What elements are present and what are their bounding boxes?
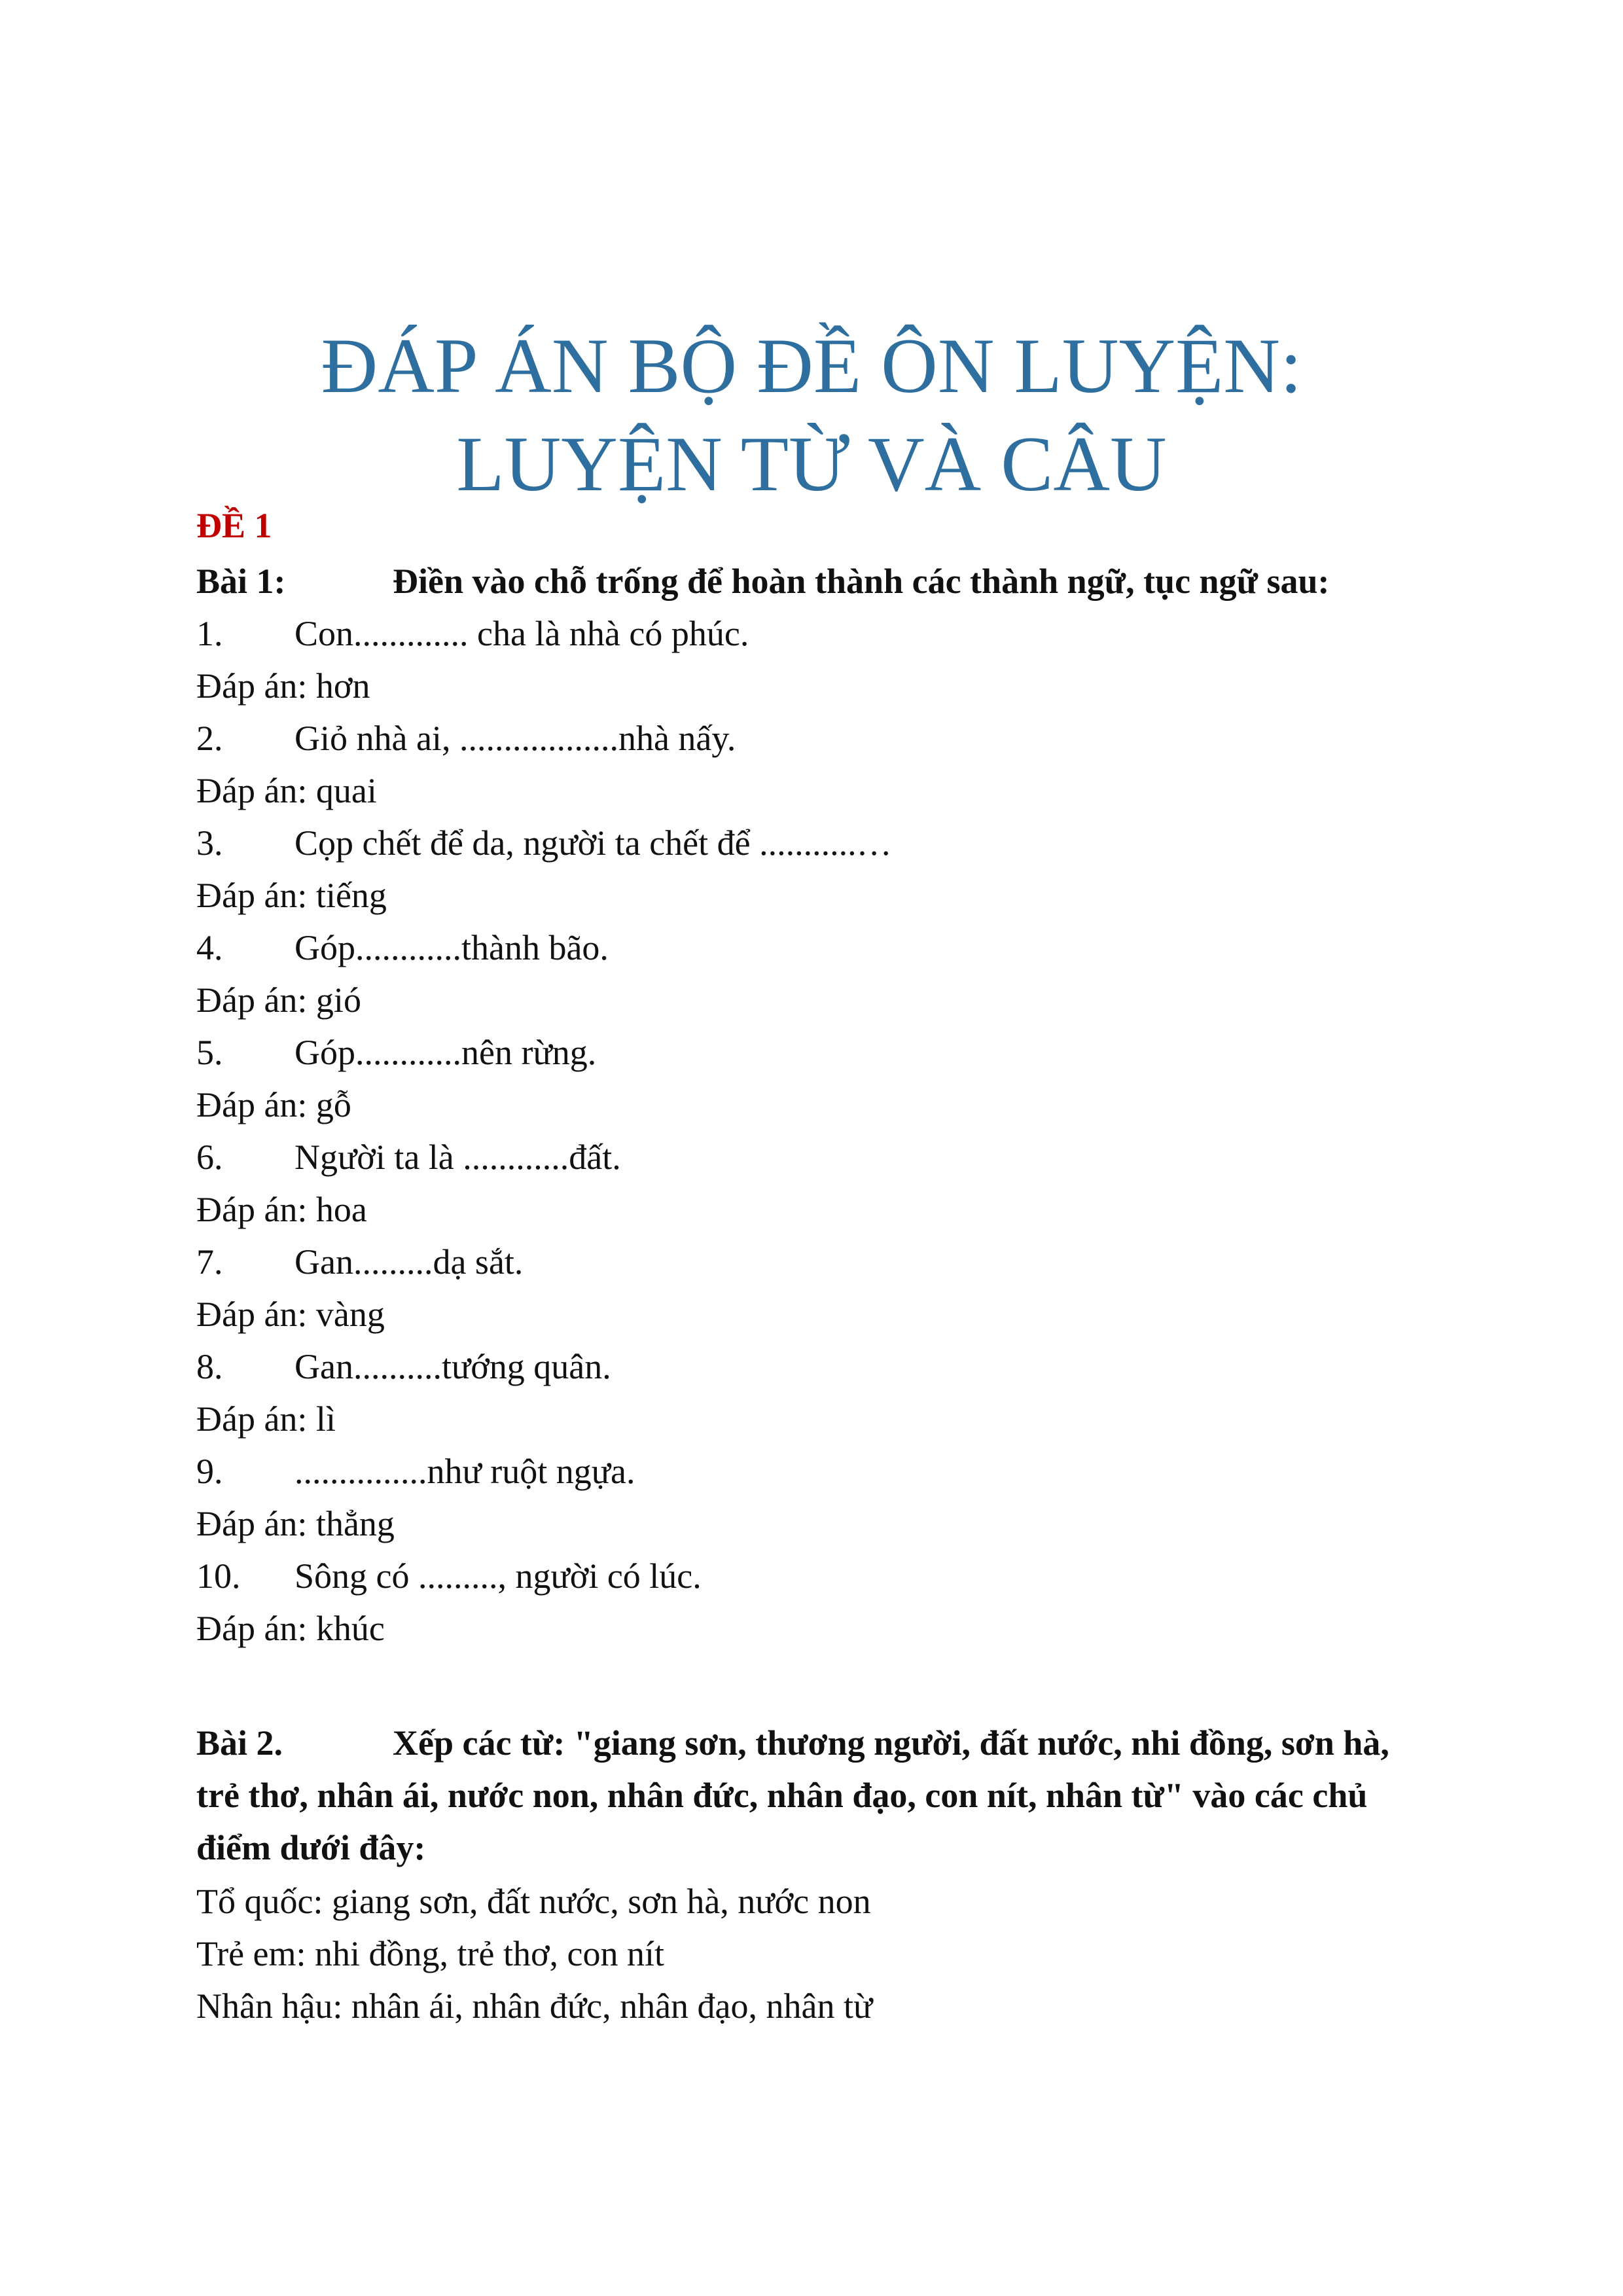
item-number: 1.: [196, 614, 223, 653]
exercise-2-heading: [196, 1717, 1427, 1874]
item-answer: Đáp án: khúc: [196, 1609, 385, 1648]
item-question: Cọp chết để da, người ta chết để ...........…: [294, 823, 892, 863]
item-question: Sông có ........., người có lúc.: [294, 1556, 702, 1596]
item-number: 3.: [196, 823, 223, 863]
exercise-2-label: Bài 2.: [196, 1723, 283, 1763]
exercise-2-answer-nhan-hau: Nhân hậu: nhân ái, nhân đức, nhân đạo, nhân từ: [196, 1986, 873, 2026]
item-question: Con............. cha là nhà có phúc.: [294, 614, 749, 653]
exercise-2-answer-to-quoc: Tổ quốc: giang sơn, đất nước, sơn hà, nước non: [196, 1882, 871, 1921]
item-answer: Đáp án: quai: [196, 771, 377, 810]
item-answer: Đáp án: thẳng: [196, 1504, 395, 1543]
item-question: Góp............thành bão.: [294, 928, 609, 967]
item-number: 4.: [196, 928, 223, 967]
item-answer: Đáp án: hoa: [196, 1190, 367, 1229]
section-heading: ĐỀ 1: [196, 506, 272, 545]
exercise-2-instruction: Xếp các từ: "giang sơn, thương người, đất nước, nhi đồng, sơn hà, trẻ thơ, nhân ái, nước non, nhân đức, nhân đạo, con nít, nhân từ" vào các chủ điểm dưới đây:: [196, 1723, 1389, 1867]
item-number: 8.: [196, 1347, 223, 1386]
item-question: Gan.........dạ sắt.: [294, 1242, 524, 1282]
item-number: 6.: [196, 1138, 223, 1177]
item-number: 5.: [196, 1033, 223, 1072]
page-title-line-1: ĐÁP ÁN BỘ ĐỀ ÔN LUYỆN:: [321, 322, 1302, 409]
item-answer: Đáp án: vàng: [196, 1295, 385, 1334]
page-title-line-2: LUYỆN TỪ VÀ CÂU: [456, 420, 1167, 507]
item-question: Giỏ nhà ai, ..................nhà nấy.: [294, 719, 736, 758]
item-question: ...............như ruột ngựa.: [294, 1452, 635, 1491]
item-answer: Đáp án: hơn: [196, 666, 370, 706]
item-number: 10.: [196, 1556, 241, 1596]
item-number: 7.: [196, 1242, 223, 1282]
item-answer: Đáp án: gió: [196, 980, 361, 1020]
item-question: Gan..........tướng quân.: [294, 1347, 611, 1386]
exercise-1-label: Bài 1:: [196, 562, 286, 601]
item-question: Người ta là ............đất.: [294, 1138, 621, 1177]
item-answer: Đáp án: gỗ: [196, 1085, 351, 1124]
item-answer: Đáp án: lì: [196, 1399, 336, 1439]
item-question: Góp............nên rừng.: [294, 1033, 597, 1072]
exercise-2-answer-tre-em: Trẻ em: nhi đồng, trẻ thơ, con nít: [196, 1934, 664, 1973]
item-answer: Đáp án: tiếng: [196, 876, 387, 915]
exercise-1-instruction: Điền vào chỗ trống để hoàn thành các thành ngữ, tục ngữ sau:: [393, 562, 1330, 601]
item-number: 2.: [196, 719, 223, 758]
item-number: 9.: [196, 1452, 223, 1491]
